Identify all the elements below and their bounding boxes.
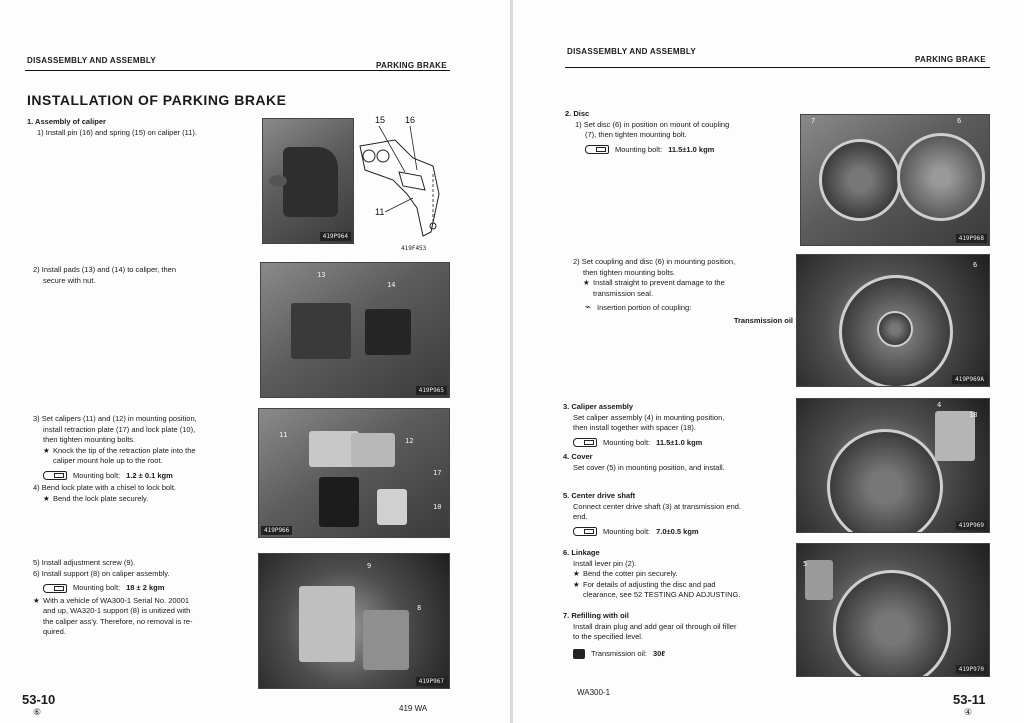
photo-tag: 419P969A (952, 375, 987, 384)
revision-mark: ④ (964, 707, 973, 717)
note-text (563, 580, 793, 591)
torque-spec (563, 438, 793, 449)
step-text: then install together with spacer (18). (573, 423, 696, 432)
set-calipers-section (33, 414, 255, 504)
step-text: 4) Bend lock plate with a chisel to lock bolt. (33, 483, 176, 492)
right-header-rule (565, 67, 990, 68)
label-10: 10 (433, 503, 442, 511)
left-header-topic: PARKING BRAKE (376, 61, 447, 70)
page-number: 53-11 (953, 692, 986, 707)
spec-value: 18 ± 2 kgm (126, 583, 165, 592)
section-heading: 5. Center drive shaft (563, 491, 636, 500)
page-title: INSTALLATION OF PARKING BRAKE (27, 92, 287, 108)
step-text: 1) Install pin (16) and spring (15) on caliper (11). (37, 127, 197, 137)
step-text: then tighten mounting bolts. (583, 267, 676, 277)
note-text (33, 596, 255, 607)
note-text: clearance, see 52 TESTING AND ADJUSTING. (583, 590, 741, 599)
photo-tag: 419P964 (320, 232, 351, 241)
label-8: 8 (417, 604, 422, 612)
step-text: secure with nut. (43, 275, 96, 285)
section-heading: 1. Assembly of caliper (27, 117, 106, 126)
caliper-mounted-photo (796, 398, 990, 533)
note-line: Knock the tip of the retraction plate into the (53, 445, 196, 455)
photo-tag: 419P970 (956, 665, 987, 674)
right-header-topic: PARKING BRAKE (915, 55, 986, 64)
label-5: 5 (803, 560, 808, 568)
wrench-icon (585, 145, 609, 154)
refilling-section (563, 611, 793, 661)
star-icon: ★ (583, 278, 590, 287)
spec-label: Transmission oil: (591, 648, 647, 658)
drive-shaft-section (563, 491, 793, 539)
note-text (563, 569, 793, 580)
spec-value: 7.0±0.5 kgm (656, 526, 699, 536)
step-text: 2) Set coupling and disc (6) in mounting position, (573, 257, 736, 266)
note-text: transmission seal. (593, 288, 654, 298)
wrench-icon (43, 584, 67, 593)
section-heading: 2. Disc (565, 109, 590, 118)
calipers-set-photo (258, 408, 450, 538)
step-text: 1) Set disc (6) in position on mount of coupling (575, 119, 730, 129)
spec-label: Insertion portion of coupling: (597, 303, 692, 312)
label-17: 17 (433, 469, 442, 477)
note-line: Install straight to prevent damage to the (593, 278, 725, 287)
star-icon: ★ (43, 445, 50, 455)
step-text: install retraction plate (17) and lock plate (10), (43, 424, 196, 434)
support-photo (258, 553, 450, 689)
label-16: 16 (405, 115, 416, 125)
note-line: Bend the cotter pin securely. (583, 569, 678, 578)
wrench-icon (573, 527, 597, 536)
spec-value: 11.5±1.0 kgm (668, 144, 715, 154)
caliper-line-drawing (355, 114, 450, 254)
spec-label: Mounting bolt: (615, 144, 663, 154)
caliper-12-shape (351, 433, 395, 467)
caliper-shape (283, 147, 338, 217)
oil-can-icon: ⌁ (585, 302, 592, 313)
step-text: Install drain plug and add gear oil through oil filler (573, 621, 737, 631)
note-text: caliper mount hole up to the root. (53, 456, 163, 465)
pads-photo (260, 262, 450, 398)
label-9: 9 (367, 562, 372, 570)
label-14: 14 (387, 281, 396, 289)
label-11: 11 (279, 431, 288, 439)
torque-spec (33, 471, 255, 482)
spec-label: Mounting bolt: (73, 470, 121, 480)
label-4: 4 (937, 401, 942, 409)
wrench-icon (573, 438, 597, 447)
footer-code: 419 WA (399, 704, 428, 713)
disc-shape (833, 570, 951, 677)
revision-mark: ⑥ (33, 707, 42, 717)
disc-photo (800, 114, 990, 246)
caliper-shape (299, 586, 355, 662)
step-text: 3) Set calipers (11) and (12) in mounting position, (33, 414, 197, 423)
support-shape (363, 610, 409, 670)
install-support-section (33, 558, 255, 638)
step-text: 5) Install adjustment screw (9). (33, 558, 136, 567)
star-icon: ★ (43, 493, 50, 503)
section-heading: 4. Cover (563, 452, 593, 461)
right-header-section: DISASSEMBLY AND ASSEMBLY (567, 47, 697, 56)
caliper-assembly-section (563, 402, 793, 473)
wrench-icon (43, 471, 67, 480)
footer-model: WA300-1 (577, 688, 611, 697)
spec-value: 1.2 ± 0.1 kgm (126, 470, 173, 480)
photo-tag: 419P969 (956, 521, 987, 530)
cover-shape (805, 560, 833, 600)
step-text: end. (573, 512, 588, 521)
note-text (573, 278, 793, 289)
linkage-photo (796, 543, 990, 677)
step-text: 6) Install support (8) on caliper assembly. (33, 568, 170, 578)
step-text: Connect center drive shaft (3) at transmission end. (573, 501, 741, 511)
label-11: 11 (375, 207, 385, 217)
label-13: 13 (317, 271, 326, 279)
photo-tag: 419P965 (416, 386, 447, 395)
torque-spec (33, 583, 255, 594)
note-line: For details of adjusting the disc and pad (583, 579, 716, 589)
lock-plate-shape (377, 489, 407, 525)
caliper-photo (262, 118, 354, 244)
coupling-photo (796, 254, 990, 387)
plate-shape (319, 477, 359, 527)
spec-label: Mounting bolt: (603, 526, 651, 536)
photo-tag: 419P967 (416, 677, 447, 686)
hub-shape (877, 311, 913, 347)
section-heading: 6. Linkage (563, 548, 600, 557)
left-header-rule (25, 70, 450, 71)
pad-14-shape (365, 309, 411, 355)
pad-13-shape (291, 303, 351, 359)
photo-tag: 419P966 (261, 526, 292, 535)
note-line: Bend the lock plate securely. (53, 493, 149, 503)
section-heading: 3. Caliper assembly (563, 402, 634, 411)
note-text: the caliper ass'y. Therefore, no removal is re- (43, 616, 193, 626)
star-icon: ★ (573, 569, 580, 578)
drawing-tag: 419F453 (401, 245, 427, 252)
coupling-shape (819, 139, 901, 221)
label-6: 6 (957, 117, 962, 125)
caliper-assembly-section (27, 117, 252, 138)
torque-spec (563, 527, 793, 538)
linkage-section (563, 548, 793, 601)
note-text (33, 494, 255, 505)
step-text: Set caliper assembly (4) in mounting position, (573, 412, 725, 422)
label-15: 15 (375, 115, 386, 125)
disc-shape (827, 429, 943, 533)
step-text: (7), then tighten mounting bolt. (585, 130, 687, 139)
install-pads-section (33, 265, 253, 286)
oil-spec (573, 303, 793, 314)
step-text: Set cover (5) in mounting position, and install. (573, 462, 725, 472)
spec-value: 30ℓ (653, 648, 666, 658)
spec-value: Transmission oil (733, 315, 793, 325)
spec-value: 11.5±1.0 kgm (656, 437, 703, 447)
pin-shape (269, 175, 287, 187)
photo-tag: 419P968 (956, 234, 987, 243)
disc-shape (897, 133, 985, 221)
note-line: With a vehicle of WA300-1 Serial No. 20001 (43, 595, 190, 605)
right-page (513, 0, 1024, 723)
left-page (0, 0, 510, 723)
spec-label: Mounting bolt: (73, 583, 121, 592)
star-icon: ★ (33, 595, 40, 605)
page-number: 53-10 (22, 692, 56, 707)
step-text: to the specified level. (573, 632, 644, 641)
left-header-section: DISASSEMBLY AND ASSEMBLY (27, 56, 157, 65)
label-7: 7 (811, 117, 816, 125)
caliper-drawing-svg (355, 114, 450, 254)
spec-label: Mounting bolt: (603, 437, 651, 447)
oil-spec (563, 649, 793, 660)
label-18: 18 (969, 411, 978, 419)
section-heading: 7. Refilling with oil (563, 611, 629, 620)
disc-section (565, 109, 790, 157)
step-text: then tighten mounting bolts. (43, 435, 136, 444)
note-text: and up, WA320-1 support (8) is unitized with (43, 606, 191, 615)
label-12: 12 (405, 437, 414, 445)
label-6: 6 (973, 261, 978, 269)
torque-spec (565, 145, 790, 156)
star-icon: ★ (573, 579, 580, 589)
step-text: 2) Install pads (13) and (14) to caliper, then (33, 265, 176, 274)
note-text: quired. (43, 627, 66, 636)
coupling-section (573, 257, 793, 326)
note-text (33, 446, 255, 457)
oil-can-icon (573, 649, 585, 659)
step-text: Install lever pin (2). (573, 558, 637, 568)
